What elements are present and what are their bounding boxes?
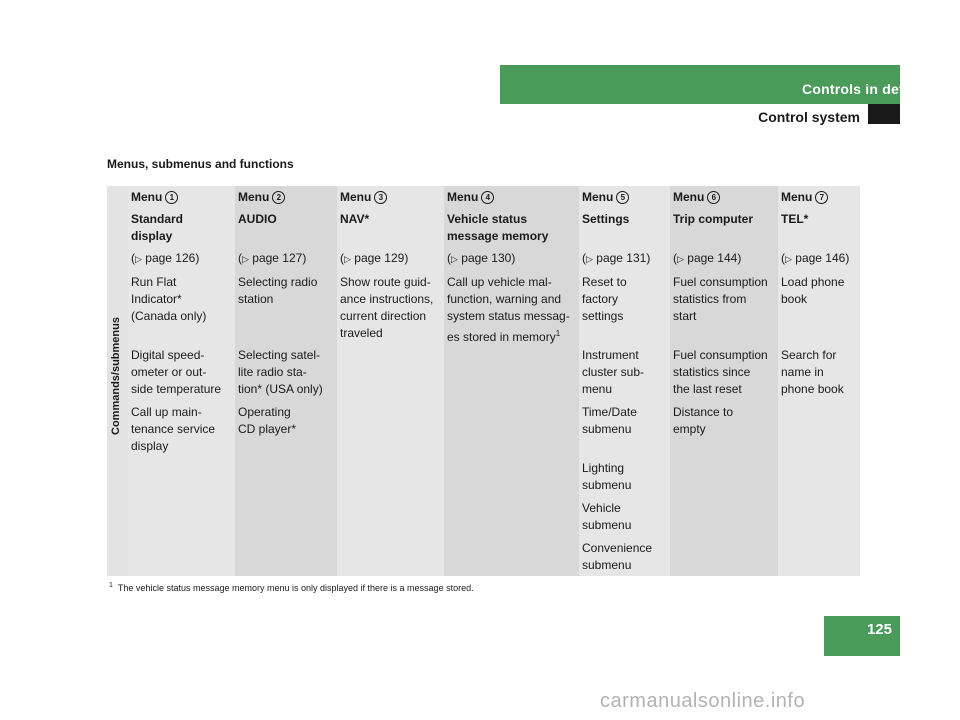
- list-item: Call up main- tenance service display: [131, 405, 216, 453]
- list-item: Show route guid- ance instructions, current direction traveled: [340, 275, 434, 340]
- menu-table: [107, 186, 860, 576]
- list-item: Distance to empty: [673, 405, 734, 436]
- menu-column-6: [670, 186, 778, 576]
- section-title: Menus, submenus and functions: [107, 157, 294, 171]
- menu-column-1: [128, 186, 235, 576]
- menu-name: Trip computer: [673, 212, 754, 226]
- page-ref: (▷ page 130): [447, 251, 516, 265]
- header-subtitle: Control system: [758, 109, 860, 125]
- list-item: Selecting radio station: [238, 275, 318, 306]
- page-ref: (▷ page 144): [673, 251, 742, 265]
- list-item: Reset to factory settings: [582, 275, 627, 323]
- page-ref: (▷ page 146): [781, 251, 850, 265]
- list-item: Vehicle submenu: [582, 501, 632, 532]
- header-tab: [868, 104, 900, 124]
- menu-column-5: [579, 186, 670, 576]
- page-ref: (▷ page 126): [131, 251, 200, 265]
- menu-name: Vehicle status message memory: [447, 212, 549, 243]
- list-item: Instrument cluster sub- menu: [582, 348, 645, 396]
- side-label: Commands/submenus: [110, 317, 122, 435]
- menu-heading: Menu 4: [447, 189, 494, 206]
- list-item: Selecting satel- lite radio sta- tion* (USA only): [238, 348, 323, 396]
- watermark: carmanualsonline.info: [600, 690, 806, 712]
- list-item: Call up vehicle mal- function, warning and system status messag- es stored in memory$^1$: [447, 275, 570, 344]
- menu-heading: Menu 7: [781, 189, 828, 206]
- footnote: $^1$ The vehicle status message memory menu is only displayed if there is a message stored.: [109, 582, 474, 593]
- page-ref: (▷ page 131): [582, 251, 651, 265]
- page-ref: (▷ page 127): [238, 251, 307, 265]
- menu-heading: Menu 5: [582, 189, 629, 206]
- list-item: Fuel consumption statistics since the last reset: [673, 348, 768, 396]
- list-item: Fuel consumption statistics from start: [673, 275, 768, 323]
- header-title: Controls in detail: [802, 81, 920, 97]
- list-item: Load phone book: [781, 275, 845, 306]
- menu-heading: Menu 6: [673, 189, 720, 206]
- menu-name: NAV*: [340, 212, 370, 226]
- menu-heading: Menu 3: [340, 189, 387, 206]
- list-item: Operating CD player*: [238, 405, 297, 436]
- menu-heading: Menu 2: [238, 189, 285, 206]
- menu-name: Standard display: [131, 212, 184, 243]
- page-number: 125: [866, 621, 892, 638]
- list-item: Convenience submenu: [582, 541, 653, 572]
- side-column: [107, 186, 128, 576]
- menu-column-3: [337, 186, 444, 576]
- list-item: Search for name in phone book: [781, 348, 844, 396]
- page-ref: (▷ page 129): [340, 251, 409, 265]
- menu-name: Settings: [582, 212, 630, 226]
- menu-heading: Menu 1: [131, 189, 178, 206]
- list-item: Time/Date submenu: [582, 405, 637, 436]
- menu-column-4: [444, 186, 579, 576]
- menu-name: TEL*: [781, 212, 809, 226]
- menu-name: AUDIO: [238, 212, 277, 226]
- menu-column-7: [778, 186, 860, 576]
- menu-column-2: [235, 186, 337, 576]
- list-item: Run Flat Indicator* (Canada only): [131, 275, 207, 323]
- list-item: Lighting submenu: [582, 461, 632, 492]
- list-item: Digital speed- ometer or out- side temperature: [131, 348, 222, 396]
